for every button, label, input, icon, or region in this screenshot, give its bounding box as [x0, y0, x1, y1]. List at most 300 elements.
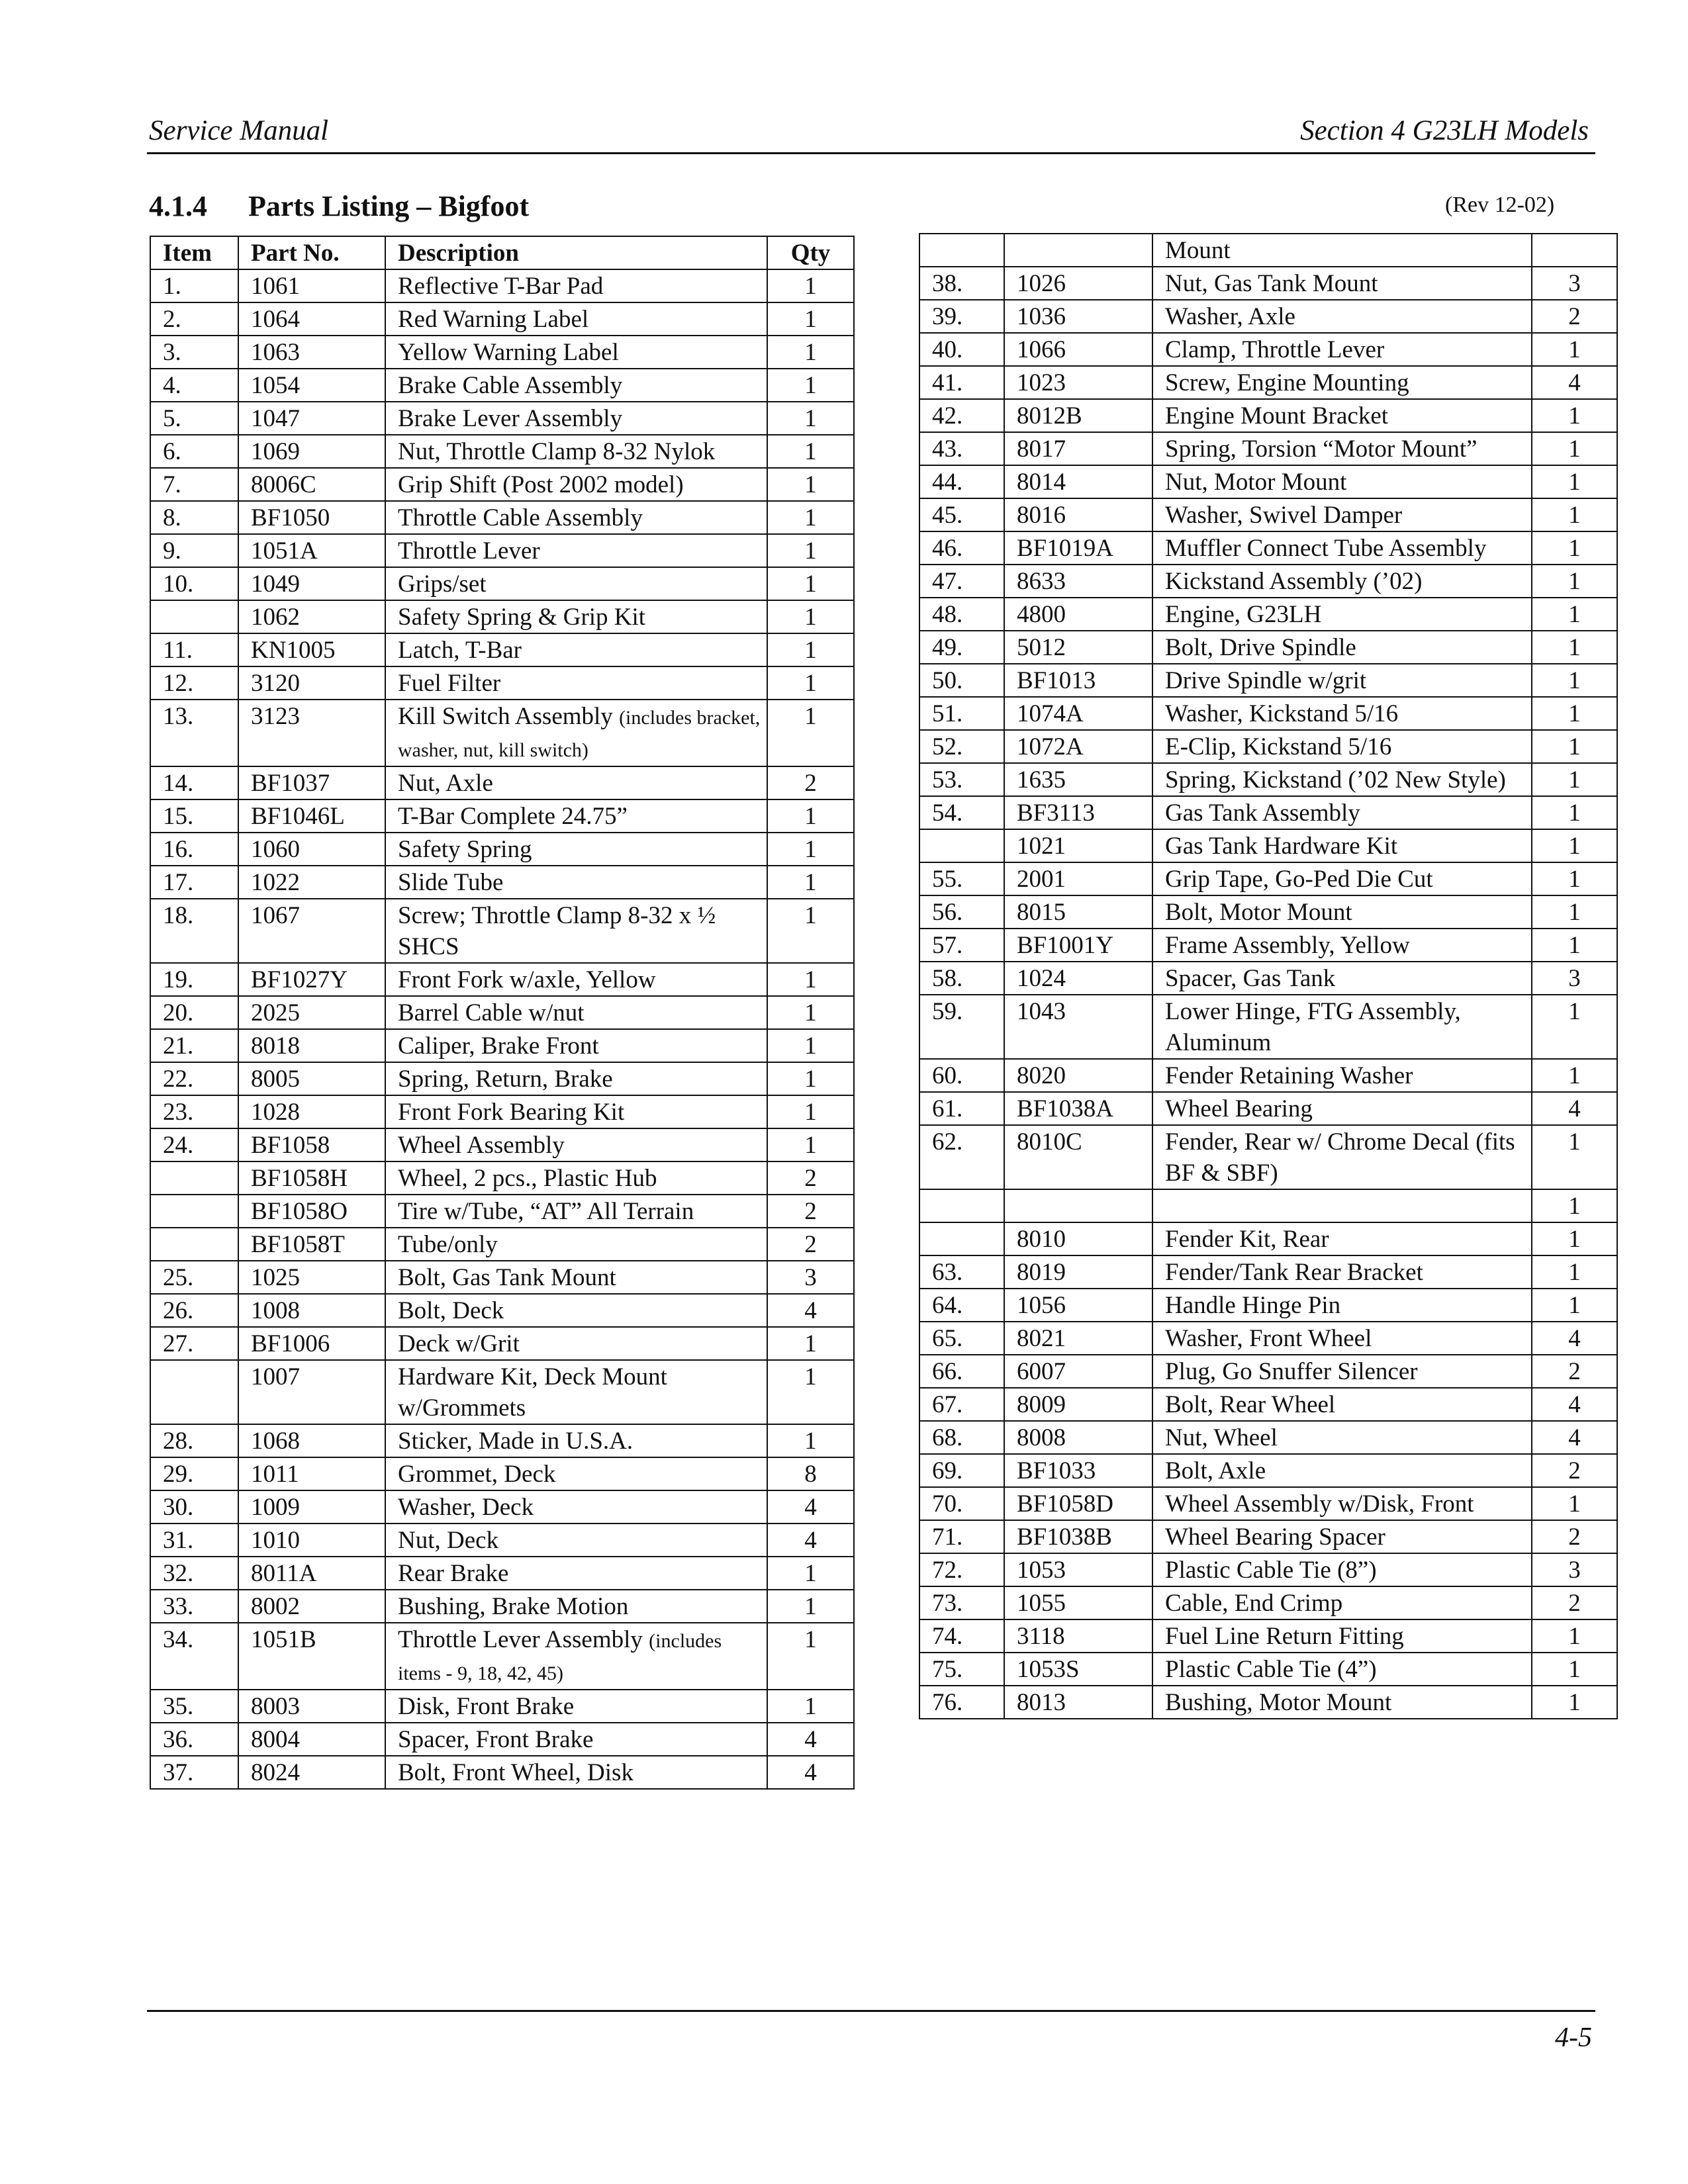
- description-cell: Reflective T-Bar Pad: [385, 269, 767, 302]
- qty-cell: 1: [767, 269, 854, 302]
- item-cell: 67.: [919, 1388, 1004, 1421]
- table-row: [150, 1228, 854, 1261]
- item-cell: 59.: [919, 995, 1004, 1059]
- table-row: [150, 1095, 854, 1128]
- description-cell: Bolt, Front Wheel, Disk: [385, 1756, 767, 1789]
- table-row: [150, 534, 854, 567]
- qty-cell: 2: [767, 1228, 854, 1261]
- qty-cell: 1: [767, 666, 854, 700]
- part-number-cell: 8015: [1004, 895, 1152, 929]
- qty-cell: 1: [767, 1623, 854, 1690]
- table-row: [919, 399, 1617, 432]
- table-row: [150, 1756, 854, 1789]
- item-cell: 44.: [919, 465, 1004, 498]
- description-cell: Throttle Lever Assembly (includes items - 9, 18, 42, 45): [385, 1623, 767, 1690]
- part-number-cell: 1008: [238, 1294, 385, 1327]
- part-number-cell: 1011: [238, 1457, 385, 1490]
- section-title: Parts Listing – Bigfoot: [248, 190, 530, 222]
- part-number-cell: 1022: [238, 866, 385, 899]
- description-cell: Spring, Return, Brake: [385, 1062, 767, 1095]
- section-number: 4.1.4: [149, 190, 207, 222]
- table-row: [919, 1289, 1617, 1322]
- description-cell: Spacer, Gas Tank: [1152, 962, 1532, 995]
- item-cell: [150, 600, 238, 633]
- part-number-cell: 1067: [238, 899, 385, 963]
- item-cell: 32.: [150, 1557, 238, 1590]
- qty-cell: 1: [1532, 796, 1617, 829]
- part-number-cell: 8010C: [1004, 1125, 1152, 1189]
- qty-cell: 1: [1532, 1653, 1617, 1686]
- description-cell: Fuel Line Return Fitting: [1152, 1619, 1532, 1653]
- qty-cell: 4: [767, 1524, 854, 1557]
- part-number-cell: 3120: [238, 666, 385, 700]
- table-row: [919, 1355, 1617, 1388]
- parts-table-left-body: [150, 269, 854, 1789]
- description-cell: Bushing, Motor Mount: [1152, 1686, 1532, 1719]
- description-cell: Gas Tank Assembly: [1152, 796, 1532, 829]
- description-cell: Gas Tank Hardware Kit: [1152, 829, 1532, 862]
- table-row: [919, 267, 1617, 300]
- qty-cell: 2: [1532, 1454, 1617, 1487]
- table-row: [150, 501, 854, 534]
- description-cell: Fender/Tank Rear Bracket: [1152, 1255, 1532, 1289]
- item-cell: 28.: [150, 1424, 238, 1457]
- item-cell: 41.: [919, 366, 1004, 399]
- part-number-cell: 1028: [238, 1095, 385, 1128]
- qty-cell: 4: [1532, 1421, 1617, 1454]
- description-cell: Disk, Front Brake: [385, 1690, 767, 1723]
- part-number-cell: BF1038B: [1004, 1520, 1152, 1553]
- description-cell: Spring, Torsion “Motor Mount”: [1152, 432, 1532, 465]
- description-cell: Bushing, Brake Motion: [385, 1590, 767, 1623]
- table-row: [919, 1255, 1617, 1289]
- part-number-cell: 1061: [238, 269, 385, 302]
- item-cell: 38.: [919, 267, 1004, 300]
- table-row: [919, 531, 1617, 565]
- item-cell: 62.: [919, 1125, 1004, 1189]
- table-row: [150, 336, 854, 369]
- description-cell: Washer, Axle: [1152, 300, 1532, 333]
- description-cell: Nut, Axle: [385, 766, 767, 799]
- part-number-cell: 8006C: [238, 468, 385, 501]
- part-number-cell: 8018: [238, 1029, 385, 1062]
- part-number-cell: KN1005: [238, 633, 385, 666]
- item-cell: 24.: [150, 1128, 238, 1161]
- part-number-cell: 8008: [1004, 1421, 1152, 1454]
- part-number-cell: 1055: [1004, 1586, 1152, 1619]
- item-cell: 74.: [919, 1619, 1004, 1653]
- table-row: [919, 929, 1617, 962]
- part-number-cell: 1062: [238, 600, 385, 633]
- description-cell: Nut, Deck: [385, 1524, 767, 1557]
- description-cell: Nut, Throttle Clamp 8-32 Nylok: [385, 435, 767, 468]
- part-number-cell: 1074A: [1004, 697, 1152, 730]
- qty-cell: 1: [1532, 1289, 1617, 1322]
- item-cell: [150, 1161, 238, 1195]
- column-header-description: Description: [385, 236, 767, 269]
- description-cell: Handle Hinge Pin: [1152, 1289, 1532, 1322]
- part-number-cell: 3118: [1004, 1619, 1152, 1653]
- description-cell: Grommet, Deck: [385, 1457, 767, 1490]
- qty-cell: 4: [1532, 1092, 1617, 1125]
- item-cell: 11.: [150, 633, 238, 666]
- qty-cell: 1: [1532, 1686, 1617, 1719]
- qty-cell: 1: [1532, 333, 1617, 366]
- item-cell: 15.: [150, 799, 238, 833]
- description-cell: Clamp, Throttle Lever: [1152, 333, 1532, 366]
- table-row: [919, 631, 1617, 664]
- table-row: [150, 1360, 854, 1424]
- qty-cell: 2: [767, 1195, 854, 1228]
- description-cell: Front Fork w/axle, Yellow: [385, 963, 767, 996]
- item-cell: 14.: [150, 766, 238, 799]
- part-number-cell: BF1037: [238, 766, 385, 799]
- description-cell: Grips/set: [385, 567, 767, 600]
- qty-cell: 1: [767, 435, 854, 468]
- table-row: [150, 1062, 854, 1095]
- part-number-cell: 1024: [1004, 962, 1152, 995]
- table-row: [150, 996, 854, 1029]
- qty-cell: 2: [1532, 1520, 1617, 1553]
- qty-cell: 1: [1532, 631, 1617, 664]
- table-row: [150, 1195, 854, 1228]
- qty-cell: 4: [767, 1756, 854, 1789]
- description-cell: Bolt, Rear Wheel: [1152, 1388, 1532, 1421]
- part-number-cell: BF1013: [1004, 664, 1152, 697]
- item-cell: 63.: [919, 1255, 1004, 1289]
- item-cell: 54.: [919, 796, 1004, 829]
- description-cell: Rear Brake: [385, 1557, 767, 1590]
- qty-cell: 1: [1532, 1059, 1617, 1092]
- part-number-cell: 1051B: [238, 1623, 385, 1690]
- item-cell: [150, 1195, 238, 1228]
- description-cell: Brake Lever Assembly: [385, 402, 767, 435]
- table-row: [919, 1125, 1617, 1189]
- part-number-cell: 1066: [1004, 333, 1152, 366]
- qty-cell: 1: [1532, 465, 1617, 498]
- description-cell: Nut, Motor Mount: [1152, 465, 1532, 498]
- qty-cell: 1: [767, 700, 854, 766]
- qty-cell: 1: [767, 534, 854, 567]
- description-cell: Bolt, Drive Spindle: [1152, 631, 1532, 664]
- qty-cell: 4: [1532, 366, 1617, 399]
- part-number-cell: 8633: [1004, 565, 1152, 598]
- description-cell: Kickstand Assembly (’02): [1152, 565, 1532, 598]
- table-row: [150, 1690, 854, 1723]
- description-cell: Wheel, 2 pcs., Plastic Hub: [385, 1161, 767, 1195]
- qty-cell: 1: [1532, 399, 1617, 432]
- description-cell: Engine, G23LH: [1152, 598, 1532, 631]
- description-cell: Brake Cable Assembly: [385, 369, 767, 402]
- part-number-cell: 1054: [238, 369, 385, 402]
- table-row: [919, 1586, 1617, 1619]
- table-row: [150, 1490, 854, 1524]
- description-note: (includes items - 9, 18, 42, 45): [398, 1630, 722, 1684]
- item-cell: 25.: [150, 1261, 238, 1294]
- description-cell: Muffler Connect Tube Assembly: [1152, 531, 1532, 565]
- item-cell: 17.: [150, 866, 238, 899]
- qty-cell: 1: [1532, 763, 1617, 796]
- item-cell: 4.: [150, 369, 238, 402]
- description-cell: Wheel Bearing Spacer: [1152, 1520, 1532, 1553]
- description-cell: Washer, Kickstand 5/16: [1152, 697, 1532, 730]
- description-cell: Engine Mount Bracket: [1152, 399, 1532, 432]
- item-cell: 3.: [150, 336, 238, 369]
- table-row: [150, 1557, 854, 1590]
- description-cell: Wheel Assembly: [385, 1128, 767, 1161]
- table-row: [150, 269, 854, 302]
- part-number-cell: 1023: [1004, 366, 1152, 399]
- part-number-cell: [1004, 234, 1152, 267]
- part-number-cell: 8014: [1004, 465, 1152, 498]
- table-row: [919, 1520, 1617, 1553]
- table-row: [150, 1327, 854, 1360]
- qty-cell: 1: [767, 302, 854, 336]
- qty-cell: 1: [767, 996, 854, 1029]
- qty-cell: 1: [767, 600, 854, 633]
- description-cell: Cable, End Crimp: [1152, 1586, 1532, 1619]
- qty-cell: [1532, 234, 1617, 267]
- item-cell: 33.: [150, 1590, 238, 1623]
- description-cell: T-Bar Complete 24.75”: [385, 799, 767, 833]
- part-number-cell: 1026: [1004, 267, 1152, 300]
- description-note: (includes bracket, washer, nut, kill switch): [398, 707, 761, 761]
- part-number-cell: 1064: [238, 302, 385, 336]
- qty-cell: 1: [767, 1062, 854, 1095]
- table-row: [919, 1322, 1617, 1355]
- table-row: [919, 730, 1617, 763]
- item-cell: 26.: [150, 1294, 238, 1327]
- qty-cell: 1: [767, 963, 854, 996]
- item-cell: 71.: [919, 1520, 1004, 1553]
- description-cell: Mount: [1152, 234, 1532, 267]
- part-number-cell: 8011A: [238, 1557, 385, 1590]
- part-number-cell: BF1046L: [238, 799, 385, 833]
- description-cell: Grip Shift (Post 2002 model): [385, 468, 767, 501]
- description-cell: Plastic Cable Tie (8”): [1152, 1553, 1532, 1586]
- table-row: [919, 1487, 1617, 1520]
- part-number-cell: 8013: [1004, 1686, 1152, 1719]
- table-row: [150, 833, 854, 866]
- item-cell: [919, 1189, 1004, 1222]
- item-cell: 1.: [150, 269, 238, 302]
- table-row: [150, 1424, 854, 1457]
- table-row: [919, 664, 1617, 697]
- column-header-qty: Qty: [767, 236, 854, 269]
- qty-cell: 1: [767, 833, 854, 866]
- table-row: [919, 234, 1617, 267]
- item-cell: 18.: [150, 899, 238, 963]
- description-cell: Drive Spindle w/grit: [1152, 664, 1532, 697]
- part-number-cell: 8012B: [1004, 399, 1152, 432]
- table-row: [150, 700, 854, 766]
- item-cell: 51.: [919, 697, 1004, 730]
- description-cell: Frame Assembly, Yellow: [1152, 929, 1532, 962]
- description-cell: Throttle Cable Assembly: [385, 501, 767, 534]
- qty-cell: 1: [767, 468, 854, 501]
- item-cell: 42.: [919, 399, 1004, 432]
- description-cell: Fuel Filter: [385, 666, 767, 700]
- table-row: [919, 763, 1617, 796]
- header-right-title: Section 4 G23LH Models: [1300, 115, 1589, 146]
- qty-cell: 1: [1532, 498, 1617, 531]
- item-cell: 35.: [150, 1690, 238, 1723]
- item-cell: 7.: [150, 468, 238, 501]
- description-cell: Yellow Warning Label: [385, 336, 767, 369]
- description-cell: Lower Hinge, FTG Assembly, Aluminum: [1152, 995, 1532, 1059]
- table-row: [919, 1653, 1617, 1686]
- column-header-part: Part No.: [238, 236, 385, 269]
- table-row: [150, 1723, 854, 1756]
- qty-cell: 3: [767, 1261, 854, 1294]
- table-row: [150, 1161, 854, 1195]
- parts-table-right: [919, 233, 1618, 1719]
- item-cell: 43.: [919, 432, 1004, 465]
- qty-cell: 1: [1532, 697, 1617, 730]
- item-cell: 12.: [150, 666, 238, 700]
- item-cell: [150, 1228, 238, 1261]
- item-cell: 64.: [919, 1289, 1004, 1322]
- header-left-title: Service Manual: [149, 115, 329, 146]
- qty-cell: 1: [1532, 664, 1617, 697]
- item-cell: 19.: [150, 963, 238, 996]
- part-number-cell: 8017: [1004, 432, 1152, 465]
- revision-label: (Rev 12-02): [1445, 193, 1555, 217]
- part-number-cell: BF1058O: [238, 1195, 385, 1228]
- item-cell: 56.: [919, 895, 1004, 929]
- part-number-cell: 1056: [1004, 1289, 1152, 1322]
- table-row: [919, 862, 1617, 895]
- part-number-cell: BF1058: [238, 1128, 385, 1161]
- description-cell: Nut, Wheel: [1152, 1421, 1532, 1454]
- part-number-cell: 1063: [238, 336, 385, 369]
- description-cell: Nut, Gas Tank Mount: [1152, 267, 1532, 300]
- part-number-cell: BF3113: [1004, 796, 1152, 829]
- qty-cell: 1: [767, 866, 854, 899]
- part-number-cell: 1049: [238, 567, 385, 600]
- part-number-cell: BF1033: [1004, 1454, 1152, 1487]
- qty-cell: 1: [767, 1690, 854, 1723]
- description-cell: Plastic Cable Tie (4”): [1152, 1653, 1532, 1686]
- qty-cell: 1: [767, 799, 854, 833]
- table-row: [919, 1059, 1617, 1092]
- qty-cell: 1: [767, 402, 854, 435]
- qty-cell: 1: [1532, 862, 1617, 895]
- item-cell: 55.: [919, 862, 1004, 895]
- part-number-cell: BF1006: [238, 1327, 385, 1360]
- qty-cell: 2: [1532, 1586, 1617, 1619]
- description-cell: [1152, 1189, 1532, 1222]
- description-cell: Wheel Bearing: [1152, 1092, 1532, 1125]
- item-cell: 52.: [919, 730, 1004, 763]
- table-row: [150, 402, 854, 435]
- part-number-cell: BF1027Y: [238, 963, 385, 996]
- qty-cell: 1: [767, 1557, 854, 1590]
- item-cell: 9.: [150, 534, 238, 567]
- table-row: [150, 468, 854, 501]
- description-cell: Bolt, Axle: [1152, 1454, 1532, 1487]
- part-number-cell: 1025: [238, 1261, 385, 1294]
- item-cell: 21.: [150, 1029, 238, 1062]
- qty-cell: 1: [767, 1424, 854, 1457]
- item-cell: 65.: [919, 1322, 1004, 1355]
- description-cell: Fender, Rear w/ Chrome Decal (fits BF & SBF): [1152, 1125, 1532, 1189]
- part-number-cell: 1072A: [1004, 730, 1152, 763]
- qty-cell: 1: [767, 501, 854, 534]
- item-cell: 27.: [150, 1327, 238, 1360]
- part-number-cell: 1010: [238, 1524, 385, 1557]
- item-cell: 23.: [150, 1095, 238, 1128]
- table-row: [919, 1222, 1617, 1255]
- part-number-cell: 8010: [1004, 1222, 1152, 1255]
- qty-cell: 3: [1532, 962, 1617, 995]
- item-cell: 76.: [919, 1686, 1004, 1719]
- qty-cell: 1: [1532, 432, 1617, 465]
- table-row: [150, 1623, 854, 1690]
- item-cell: [919, 1222, 1004, 1255]
- qty-cell: 1: [1532, 1255, 1617, 1289]
- part-number-cell: 8003: [238, 1690, 385, 1723]
- table-row: [150, 899, 854, 963]
- item-cell: 57.: [919, 929, 1004, 962]
- qty-cell: 4: [1532, 1388, 1617, 1421]
- table-row: [919, 1421, 1617, 1454]
- column-header-item: Item: [150, 236, 238, 269]
- table-row: [919, 300, 1617, 333]
- description-cell: Front Fork Bearing Kit: [385, 1095, 767, 1128]
- qty-cell: 2: [767, 766, 854, 799]
- description-cell: Bolt, Deck: [385, 1294, 767, 1327]
- qty-cell: 1: [767, 899, 854, 963]
- qty-cell: 1: [1532, 1619, 1617, 1653]
- part-number-cell: 6007: [1004, 1355, 1152, 1388]
- item-cell: 45.: [919, 498, 1004, 531]
- qty-cell: 1: [1532, 1222, 1617, 1255]
- part-number-cell: 1047: [238, 402, 385, 435]
- description-cell: Grip Tape, Go-Ped Die Cut: [1152, 862, 1532, 895]
- qty-cell: 1: [1532, 995, 1617, 1059]
- qty-cell: 4: [1532, 1322, 1617, 1355]
- part-number-cell: 8019: [1004, 1255, 1152, 1289]
- table-row: [150, 1457, 854, 1490]
- table-row: [150, 1524, 854, 1557]
- table-row: [150, 1590, 854, 1623]
- description-cell: E-Clip, Kickstand 5/16: [1152, 730, 1532, 763]
- table-row: [150, 766, 854, 799]
- qty-cell: 2: [1532, 1355, 1617, 1388]
- qty-cell: 1: [767, 567, 854, 600]
- qty-cell: 1: [1532, 531, 1617, 565]
- qty-cell: 4: [767, 1723, 854, 1756]
- table-row: [150, 666, 854, 700]
- description-cell: Washer, Swivel Damper: [1152, 498, 1532, 531]
- table-row: [919, 498, 1617, 531]
- table-row: [919, 1189, 1617, 1222]
- qty-cell: 2: [1532, 300, 1617, 333]
- item-cell: 49.: [919, 631, 1004, 664]
- table-row: [919, 366, 1617, 399]
- item-cell: 34.: [150, 1623, 238, 1690]
- item-cell: 31.: [150, 1524, 238, 1557]
- qty-cell: 1: [1532, 929, 1617, 962]
- qty-cell: 1: [1532, 598, 1617, 631]
- description-cell: Safety Spring: [385, 833, 767, 866]
- qty-cell: 4: [767, 1294, 854, 1327]
- part-number-cell: BF1050: [238, 501, 385, 534]
- item-cell: 5.: [150, 402, 238, 435]
- item-cell: 10.: [150, 567, 238, 600]
- header-rule: [147, 152, 1595, 154]
